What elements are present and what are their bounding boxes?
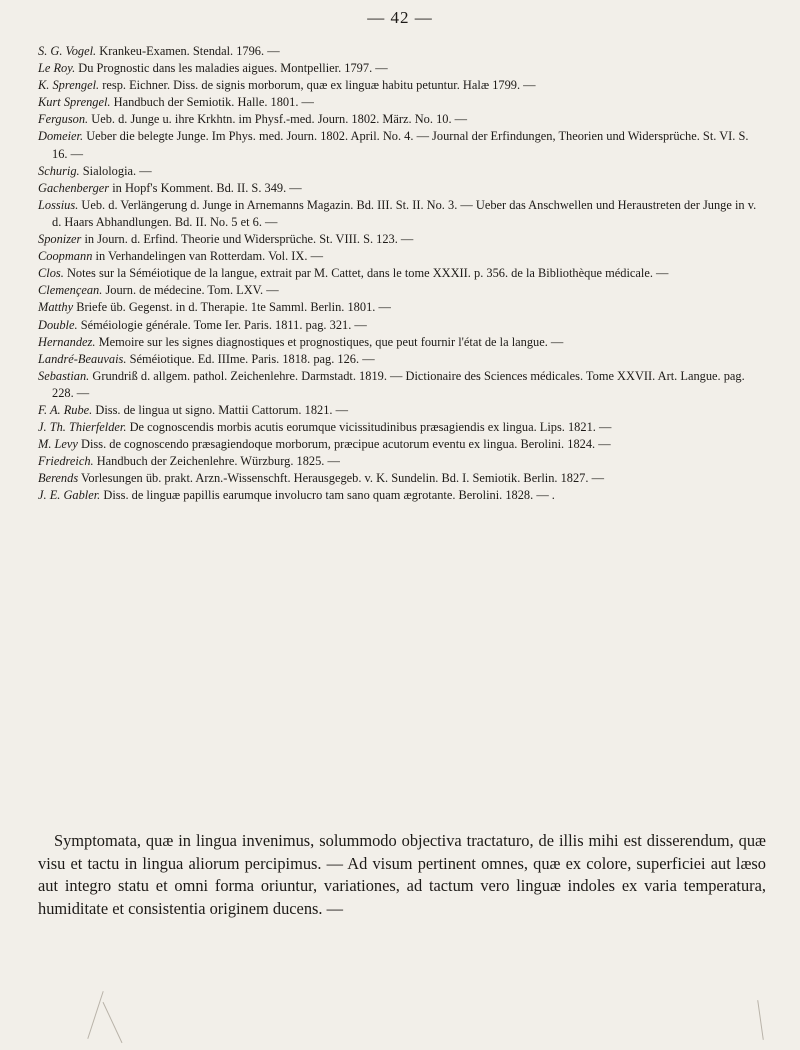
reference-author: M. Levy <box>38 437 78 452</box>
reference-text: Séméiotique. Ed. IIIme. Paris. 1818. pag. 126. — <box>129 351 375 366</box>
reference-author: Sponizer <box>38 232 82 247</box>
reference-text: Krankeu-Examen. Stendal. 1796. — <box>99 44 280 58</box>
reference-text: Du Prognostic dans les maladies aigues. Montpellier. 1797. — <box>78 61 388 76</box>
reference-author: Berends <box>38 471 79 486</box>
reference-author: Clos. <box>38 266 64 281</box>
reference-author: Landré-Beauvais. <box>38 351 127 366</box>
reference-author: Coopmann <box>38 249 93 264</box>
reference-entry <box>38 453 766 470</box>
reference-entry <box>38 60 766 77</box>
reference-author: Ferguson. <box>38 112 89 127</box>
reference-author: Double. <box>38 317 78 332</box>
reference-entry <box>38 334 766 351</box>
reference-text: Ueb. d. Verlängerung d. Junge in Arnemanns Magazin. Bd. III. St. II. No. 3. — Ueber das Anschwellen und Heraustreten der Junge in v. d. Haars Abhandlungen. Bd. II. No. 5 et 6. — <box>52 197 757 229</box>
reference-entry <box>38 402 766 419</box>
reference-text: De cognoscendis morbis acutis eorumque vicissitudinibus præsagiendis ex lingua. Lips. 1821. — <box>129 420 612 435</box>
bibliography-list <box>38 43 766 505</box>
reference-author: F. A. Rube. <box>38 402 93 417</box>
reference-text: Memoire sur les signes diagnostiques et prognostiques, que peut fournir l'état de la langue. — <box>98 334 564 349</box>
reference-entry <box>38 436 766 453</box>
reference-entry <box>38 163 766 180</box>
reference-author: Gachenberger <box>38 180 110 195</box>
reference-text: Ueber die belegte Junge. Im Phys. med. Journ. 1802. April. No. 4. — Journal der Erfindungen, Theorien und Widersprüche. St. VI. S. 16. — <box>52 129 749 161</box>
reference-entry <box>38 265 766 282</box>
reference-author: Matthy <box>38 300 74 315</box>
body-paragraph: Symptomata, quæ in lingua invenimus, solummodo objectiva tractaturo, de illis mihi est disserendum, quæ visu et tactu in lingua aliorum percipimus. — Ad visum pertinent omnes, quæ ex colore, superficiei aut læso aut integro statu et omni forma oriuntur, variationes, ad tactum vero linguæ indoles ex varia temperatura, humiditate et consistentia originem ducens. — <box>38 831 766 918</box>
reference-entry <box>38 282 766 299</box>
reference-author: Kurt Sprengel. <box>38 95 111 110</box>
reference-text: Séméiologie générale. Tome Ier. Paris. 1811. pag. 321. — <box>80 317 367 332</box>
reference-entry <box>38 351 766 368</box>
reference-entry <box>38 43 766 60</box>
reference-author: Le Roy. <box>38 61 76 76</box>
reference-text: Diss. de linguæ papillis earumque involucro tam sano quam ægrotante. Berolini. 1828. — . <box>103 488 555 503</box>
reference-text: Handbuch der Zeichenlehre. Würzburg. 1825. — <box>96 454 340 469</box>
reference-entry <box>38 111 766 128</box>
pencil-mark <box>87 991 103 1039</box>
reference-text: Grundriß d. allgem. pathol. Zeichenlehre. Darmstadt. 1819. — Dictionaire des Sciences médicales. Tome XXVII. Art. Langue. pag. 228. — <box>52 368 745 400</box>
reference-entry <box>38 197 766 231</box>
reference-text: Diss. de cognoscendo præsagiendoque morborum, præcipue acutorum eventu ex lingua. Berolini. 1824. — <box>81 437 611 452</box>
reference-author: J. E. Gabler. <box>38 488 101 503</box>
reference-entry <box>38 231 766 248</box>
reference-entry <box>38 77 766 94</box>
reference-author: K. Sprengel. <box>38 78 100 93</box>
reference-author: Clemençean. <box>38 283 103 298</box>
reference-text: Handbuch der Semiotik. Halle. 1801. — <box>113 95 314 110</box>
reference-author: Lossius. <box>38 197 79 212</box>
reference-entry <box>38 128 766 162</box>
reference-entry <box>38 94 766 111</box>
reference-author: Domeier. <box>38 129 84 144</box>
reference-entry <box>38 180 766 197</box>
reference-text: Briefe üb. Gegenst. in d. Therapie. 1te Samml. Berlin. 1801. — <box>76 300 391 315</box>
reference-entry <box>38 419 766 436</box>
reference-text: in Journ. d. Erfind. Theorie und Widersprüche. St. VIII. S. 123. — <box>84 232 414 247</box>
reference-entry <box>38 368 766 402</box>
reference-text: resp. Eichner. Diss. de signis morborum, quæ ex linguæ habitu petuntur. Halæ 1799. — <box>102 78 536 93</box>
reference-author: J. Th. Thierfelder. <box>38 420 127 435</box>
page-number: — 42 — <box>367 8 433 27</box>
reference-entry <box>38 317 766 334</box>
reference-entry <box>38 487 766 504</box>
reference-entry <box>38 299 766 316</box>
reference-author: Schurig. <box>38 163 80 178</box>
reference-text: in Hopf's Komment. Bd. II. S. 349. — <box>112 180 302 195</box>
reference-text: Sialologia. — <box>82 163 152 178</box>
reference-entry <box>38 248 766 265</box>
reference-text: Ueb. d. Junge u. ihre Krkhtn. im Physf.-med. Journ. 1802. März. No. 10. — <box>91 112 468 127</box>
reference-text: Journ. de médecine. Tom. LXV. — <box>105 283 279 298</box>
reference-author: Hernandez. <box>38 334 96 349</box>
reference-text: Diss. de lingua ut signo. Mattii Cattorum. 1821. — <box>95 402 348 417</box>
reference-author: Friedreich. <box>38 454 94 469</box>
reference-author: Sebastian. <box>38 368 90 383</box>
pencil-mark <box>103 1002 123 1043</box>
reference-text: Vorlesungen üb. prakt. Arzn.-Wissenschft. Herausgegeb. v. K. Sundelin. Bd. I. Semiotik. Berlin. 1827. — <box>81 471 604 486</box>
reference-text: Notes sur la Séméiotique de la langue, extrait par M. Cattet, dans le tome XXXII. p. 356. de la Bibliothèque médicale. — <box>66 266 669 281</box>
pencil-mark <box>757 1000 764 1040</box>
reference-text: in Verhandelingen van Rotterdam. Vol. IX. — <box>95 249 323 264</box>
reference-entry <box>38 470 766 487</box>
reference-author: S. G. Vogel. <box>38 44 97 58</box>
